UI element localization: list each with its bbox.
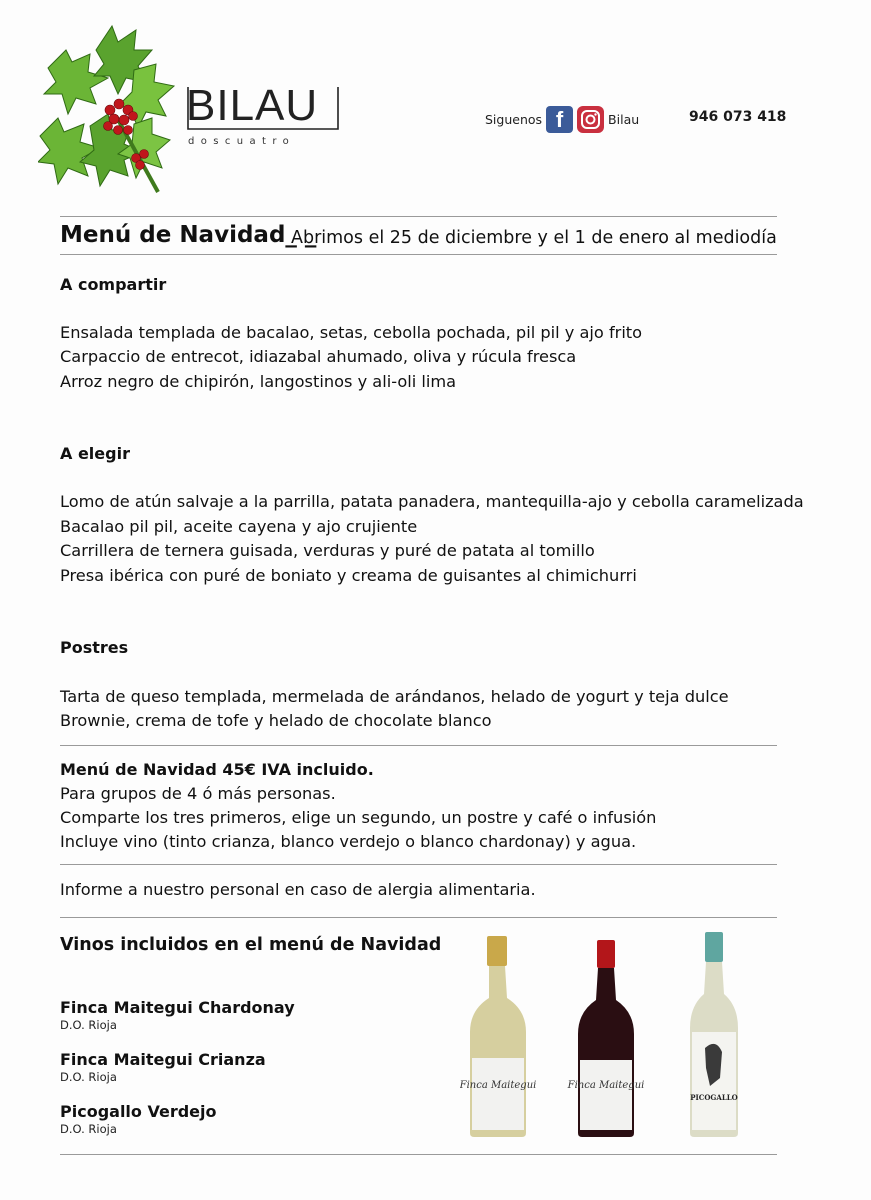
menu-title: Menú de Navidad_ _ <box>60 222 317 248</box>
phone-number[interactable]: 946 073 418 <box>689 109 787 125</box>
divider <box>60 864 777 865</box>
section-heading: A compartir <box>60 275 167 294</box>
menu-item: Tarta de queso templada, mermelada de arándanos, helado de yogurt y teja dulce <box>60 687 729 706</box>
menu-item: Lomo de atún salvaje a la parrilla, patata panadera, mantequilla-ajo y cebolla caramelizada <box>60 492 804 511</box>
logo-subtitle: doscuatro <box>188 136 296 147</box>
holly-icon <box>38 20 178 198</box>
wine-origin: D.O. Rioja <box>60 1122 117 1136</box>
wine-bottle <box>567 940 645 1137</box>
allergy-note: Informe a nuestro personal en caso de alergia alimentaria. <box>60 880 536 899</box>
divider <box>60 917 777 918</box>
menu-item: Carrillera de ternera guisada, verduras y puré de patata al tomillo <box>60 541 595 560</box>
facebook-icon[interactable]: f <box>546 106 573 133</box>
bottle-label: Finca Maitegui <box>460 1080 537 1091</box>
wine-origin: D.O. Rioja <box>60 1018 117 1032</box>
bottle-label: PICOGALLO <box>690 1093 738 1102</box>
wine-name: Finca Maitegui Crianza <box>60 1050 266 1069</box>
wine-origin: D.O. Rioja <box>60 1070 117 1084</box>
wine-bottle <box>460 936 536 1137</box>
divider <box>60 1154 777 1155</box>
price-line: Para grupos de 4 ó más personas. <box>60 784 336 803</box>
menu-item: Brownie, crema de tofe y helado de chocolate blanco <box>60 711 492 730</box>
logo: BILAU <box>186 81 319 130</box>
price-line: Comparte los tres primeros, elige un segundo, un postre y café o infusión <box>60 808 657 827</box>
social-label: Siguenos <box>485 111 543 127</box>
menu-item: Ensalada templada de bacalao, setas, cebolla pochada, pil pil y ajo frito <box>60 323 643 342</box>
divider <box>60 745 777 746</box>
section-heading: Postres <box>60 638 129 657</box>
price-headline: Menú de Navidad 45€ IVA incluido. <box>60 760 374 779</box>
menu-subtitle: Abrimos el 25 de diciembre y el 1 de enero al mediodía <box>291 228 777 248</box>
menu-item: Bacalao pil pil, aceite cayena y ajo crujiente <box>60 517 418 536</box>
menu-item: Presa ibérica con puré de boniato y creama de guisantes al chimichurri <box>60 566 637 585</box>
bottle-label: Finca Maitegui <box>567 1080 645 1091</box>
wines-heading: Vinos incluidos en el menú de Navidad <box>60 935 442 955</box>
divider <box>60 216 777 217</box>
social-handle: Bilau <box>608 111 640 127</box>
menu-item: Carpaccio de entrecot, idiazabal ahumado, oliva y rúcula fresca <box>60 347 577 366</box>
price-line: Incluye vino (tinto crianza, blanco verdejo o blanco chardonay) y agua. <box>60 832 637 851</box>
social-links <box>485 105 639 133</box>
wine-name: Finca Maitegui Chardonay <box>60 998 295 1017</box>
wine-name: Picogallo Verdejo <box>60 1102 217 1121</box>
wine-bottle <box>690 932 738 1137</box>
wine-bottles-image <box>460 928 770 1143</box>
divider <box>60 254 777 255</box>
section-heading: A elegir <box>60 444 130 463</box>
instagram-icon[interactable] <box>577 106 604 133</box>
menu-item: Arroz negro de chipirón, langostinos y ali-oli lima <box>60 372 457 391</box>
